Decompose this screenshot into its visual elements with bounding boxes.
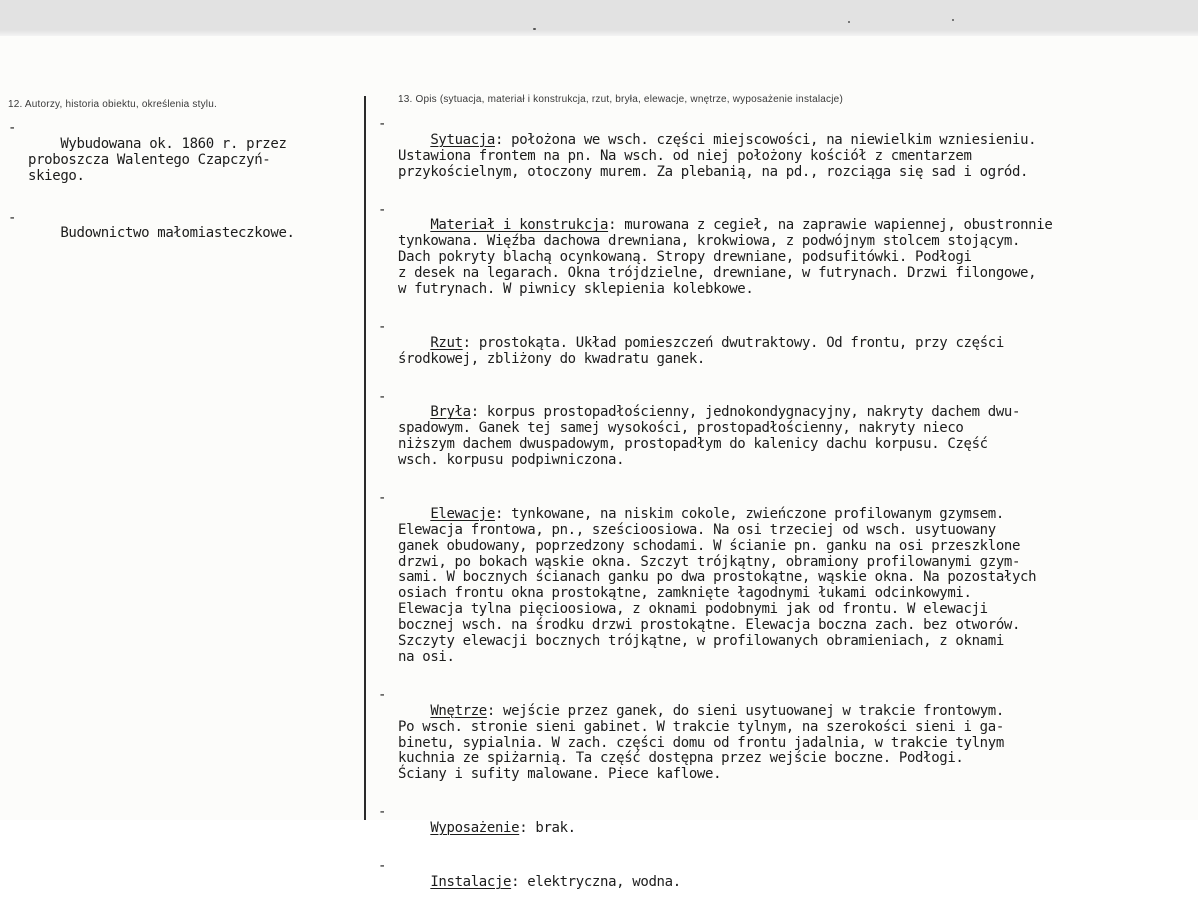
description-section-bryla bbox=[378, 390, 1178, 485]
list-item bbox=[8, 121, 348, 201]
column-divider bbox=[364, 96, 366, 820]
description-section-instalacje bbox=[378, 859, 1178, 907]
section-term: Materiał i konstrukcja bbox=[430, 217, 609, 234]
scan-speck bbox=[952, 19, 954, 21]
description-section-elewacje bbox=[378, 491, 1178, 682]
section-term: Elewacje bbox=[430, 505, 495, 522]
section-term: Instalacje bbox=[430, 873, 512, 890]
section-term: Rzut bbox=[430, 334, 463, 351]
section-text: : wejście przez ganek, do sieni usytuowanej w trakcie frontowym. Po wsch. stronie sieni gabinet. W trakcie tylnym, na szerokości sieni i ga- binetu, sypialnia. W zach. części domu od frontu jadalnia, w trakcie tylnym kuchnia ze spiżarnią. Ta część dostępna przez wejście boczne. Podłogi. Ściany i sufity malowane. Piece kaflowe. bbox=[398, 702, 1004, 783]
right-column-header: 13. Opis (sytuacja, materiał i konstrukcja, rzut, bryła, elewacje, wnętrze, wyposażenie instalacje) bbox=[398, 94, 843, 105]
bullet-dash: - bbox=[378, 318, 387, 335]
section-text: : brak. bbox=[519, 820, 576, 837]
bullet-dash: - bbox=[8, 209, 17, 226]
left-column bbox=[8, 121, 348, 258]
bullet-dash: - bbox=[8, 120, 17, 136]
bullet-dash: - bbox=[378, 116, 387, 132]
scan-top-margin bbox=[0, 0, 1198, 36]
description-section-wnetrze bbox=[378, 688, 1178, 799]
description-section-material bbox=[378, 203, 1178, 314]
section-text: : położona we wsch. części miejscowości, na niewielkim wzniesieniu. Ustawiona frontem na pn. Na wsch. od niej położony kościół z cmentarzem przykościelnym, otoczony murem. Za plebanią, na pd., rozciąga się sad i ogród. bbox=[398, 131, 1037, 180]
section-term: Bryła bbox=[430, 404, 471, 421]
bullet-dash: - bbox=[378, 804, 387, 821]
section-text: : tynkowane, na niskim cokole, zwieńczone profilowanym gzymsem. Elewacja frontowa, pn., sześcioosiowa. Na osi trzeciej od wsch. usytuowany ganek obudowany, poprzedzony schodami. W ścianie pn. ganku na osi przeszklone drzwi, po bokach wąskie okna. Szczyt trójkątny, obramiony profilowanymi gzym- sami. W bocznych ścianach ganku po dwa prostokątne, wąskie okna. Na pozostałych osiach frontu okna prostokątne, zamknięte łagodnymi łukami odcinkowymi. Elewacja tylna pięcioosiowa, z oknami podobnymi jak od frontu. W elewacji bocznej wsch. na środku drzwi prostokątne. Elewacja boczna zach. bez otworów. Szczyty elewacji bocznych trójkątne, w profilowanych obramieniach, z oknami na osi. bbox=[398, 505, 1037, 665]
description-section-sytuacja bbox=[378, 117, 1178, 197]
bullet-dash: - bbox=[378, 201, 387, 218]
description-section-rzut bbox=[378, 320, 1178, 384]
description-section-wyposazenie bbox=[378, 805, 1178, 853]
right-column bbox=[378, 117, 1178, 907]
section-text: : murowana z cegieł, na zaprawie wapiennej, obustronnie tynkowana. Więźba dachowa drewniana, krokwiowa, z podwójnym stolcem stojącym. Dach pokryty blachą ocynkowaną. Stropy drewniane, podsufitówki. Podłogi z desek na legarach. Okna trójdzielne, drewniane, w futrynach. Drzwi filongowe, w futrynach. W piwnicy sklepienia kolebkowe. bbox=[398, 217, 1053, 298]
section-term: Wnętrze bbox=[430, 702, 487, 719]
left-column-header: 12. Autorzy, historia obiektu, określenia stylu. bbox=[8, 99, 217, 110]
scan-speck bbox=[533, 28, 536, 30]
entry-text: Budownictwo małomiasteczkowe. bbox=[60, 225, 295, 242]
bullet-dash: - bbox=[378, 857, 387, 874]
section-term: Sytuacja bbox=[430, 131, 495, 148]
scan-speck bbox=[848, 21, 850, 23]
section-text: : prostokąta. Układ pomieszczeń dwutraktowy. Od frontu, przy części środkowej, zbliżony do kwadratu ganek. bbox=[398, 334, 1004, 367]
list-item bbox=[8, 211, 348, 259]
entry-text: Wybudowana ok. 1860 r. przez proboszcza Walentego Czapczyń- skiego. bbox=[28, 135, 287, 184]
section-term: Wyposażenie bbox=[430, 820, 520, 837]
bullet-dash: - bbox=[378, 388, 387, 405]
bullet-dash: - bbox=[378, 489, 387, 506]
section-text: : korpus prostopadłościenny, jednokondygnacyjny, nakryty dachem dwu- spadowym. Ganek tej samej wysokości, prostopadłościenny, nakryty nieco niższym dachem dwuspadowym, prostopadłym do kalenicy dachu korpusu. Część wsch. korpusu podpiwniczona. bbox=[398, 404, 1021, 469]
bullet-dash: - bbox=[378, 686, 387, 703]
section-text: : elektryczna, wodna. bbox=[511, 873, 681, 890]
